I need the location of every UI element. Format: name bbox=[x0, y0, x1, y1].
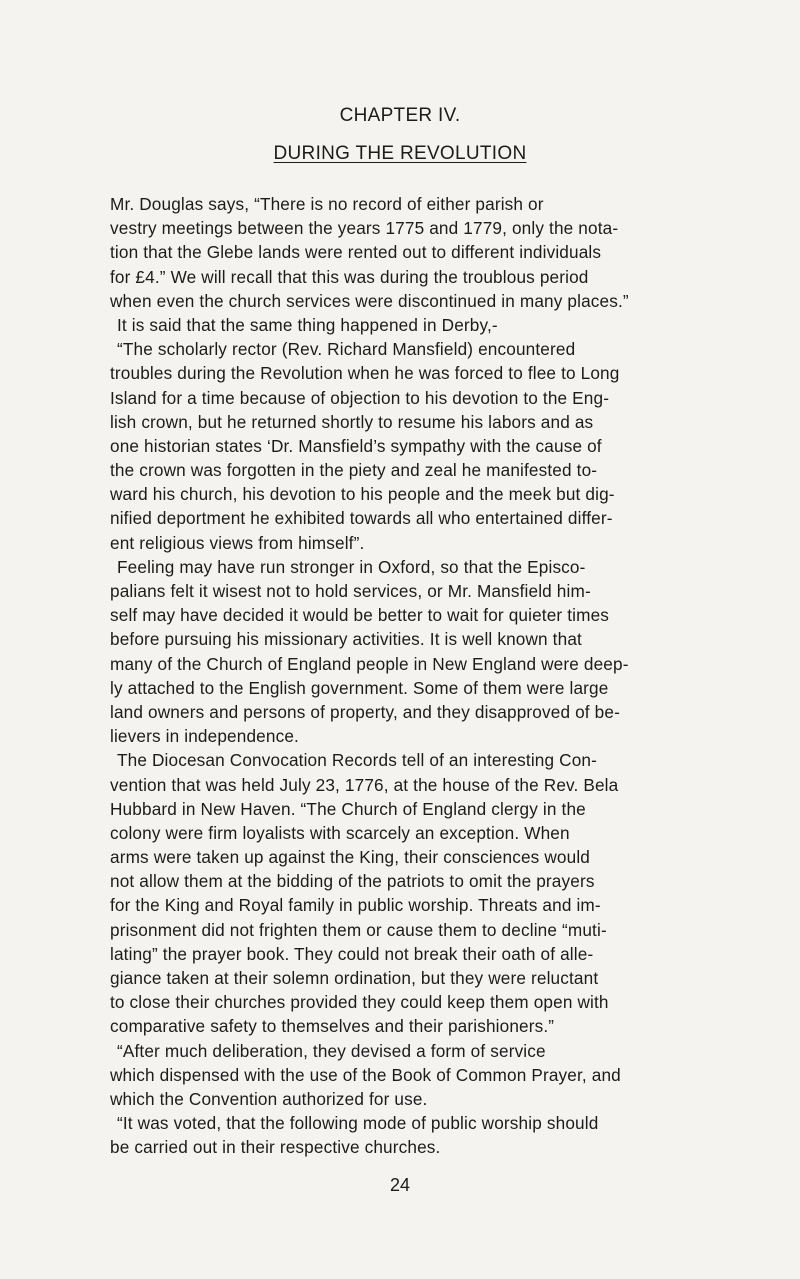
chapter-heading: CHAPTER IV. bbox=[339, 105, 461, 126]
text-line: vention that was held July 23, 1776, at the house of the Rev. Bela bbox=[110, 774, 619, 795]
text-line: arms were taken up against the King, their consciences would bbox=[110, 847, 591, 868]
text-line: Mr. Douglas says, “There is no record of either parish or bbox=[110, 194, 544, 214]
text-line: palians felt it wisest not to hold services, or Mr. Mansfield him- bbox=[110, 581, 591, 601]
text-line: Feeling may have run stronger in Oxford, so that the Episco- bbox=[117, 556, 586, 577]
text-line: ent religious views from himself”. bbox=[110, 532, 365, 553]
text-line: comparative safety to themselves and their parishioners.” bbox=[110, 1016, 555, 1037]
text-line: self may have decided it would be better to wait for quieter times bbox=[110, 605, 610, 626]
text-line: nified deportment he exhibited towards all who entertained differ- bbox=[110, 508, 613, 529]
text-line: troubles during the Revolution when he was forced to flee to Long bbox=[110, 363, 620, 384]
text-line: giance taken at their solemn ordination, but they were reluctant bbox=[110, 968, 599, 988]
text-line: land owners and persons of property, and they disapproved of be- bbox=[110, 701, 620, 722]
text-line: Hubbard in New Haven. “The Church of England clergy in the bbox=[110, 798, 586, 819]
text-line: when even the church services were discontinued in many places.” bbox=[110, 290, 629, 311]
text-line: “The scholarly rector (Rev. Richard Mansfield) encountered bbox=[117, 339, 576, 360]
text-line: be carried out in their respective churches. bbox=[110, 1137, 441, 1158]
text-line: “After much deliberation, they devised a form of service bbox=[117, 1040, 546, 1061]
text-line: one historian states ‘Dr. Mansfield’s sympathy with the cause of bbox=[110, 435, 602, 456]
text-line: ly attached to the English government. Some of them were large bbox=[110, 677, 609, 698]
text-line: lish crown, but he returned shortly to resume his labors and as bbox=[110, 411, 594, 432]
text-line: lievers in independence. bbox=[110, 726, 299, 747]
section-title bbox=[0, 143, 800, 165]
text-line: which dispensed with the use of the Book of Common Prayer, and bbox=[110, 1064, 621, 1085]
text-line: ward his church, his devotion to his people and the meek but dig- bbox=[110, 484, 615, 505]
page-number: 24 bbox=[389, 1175, 411, 1195]
text-line: tion that the Glebe lands were rented out to different individuals bbox=[110, 242, 602, 263]
text-line: “It was voted, that the following mode of public worship should bbox=[117, 1113, 599, 1134]
text-line: which the Convention authorized for use. bbox=[110, 1088, 428, 1109]
text-line: to close their churches provided they could keep them open with bbox=[110, 992, 609, 1013]
text-line: vestry meetings between the years 1775 and 1779, only the nota- bbox=[110, 218, 619, 239]
text-line: many of the Church of England people in New England were deep- bbox=[110, 653, 629, 674]
text-line: Island for a time because of objection to his devotion to the Eng- bbox=[110, 387, 610, 408]
text-line: not allow them at the bidding of the patriots to omit the prayers bbox=[110, 871, 595, 892]
text-line: prisonment did not frighten them or cause them to decline “muti- bbox=[110, 919, 607, 940]
text-line: It is said that the same thing happened in Derby,- bbox=[117, 314, 498, 335]
text-line: The Diocesan Convocation Records tell of an interesting Con- bbox=[117, 750, 597, 771]
text-line: the crown was forgotten in the piety and zeal he manifested to- bbox=[110, 460, 598, 481]
text-line: for £4.” We will recall that this was during the troublous period bbox=[110, 266, 589, 287]
text-line: for the King and Royal family in public worship. Threats and im- bbox=[110, 895, 601, 916]
body-text bbox=[110, 192, 758, 1160]
section-title-text: DURING THE REVOLUTION bbox=[273, 143, 527, 164]
text-line: colony were firm loyalists with scarcely an exception. When bbox=[110, 822, 570, 843]
text-line: lating” the prayer book. They could not break their oath of alle- bbox=[110, 943, 594, 964]
text-line: before pursuing his missionary activities. It is well known that bbox=[110, 629, 582, 650]
